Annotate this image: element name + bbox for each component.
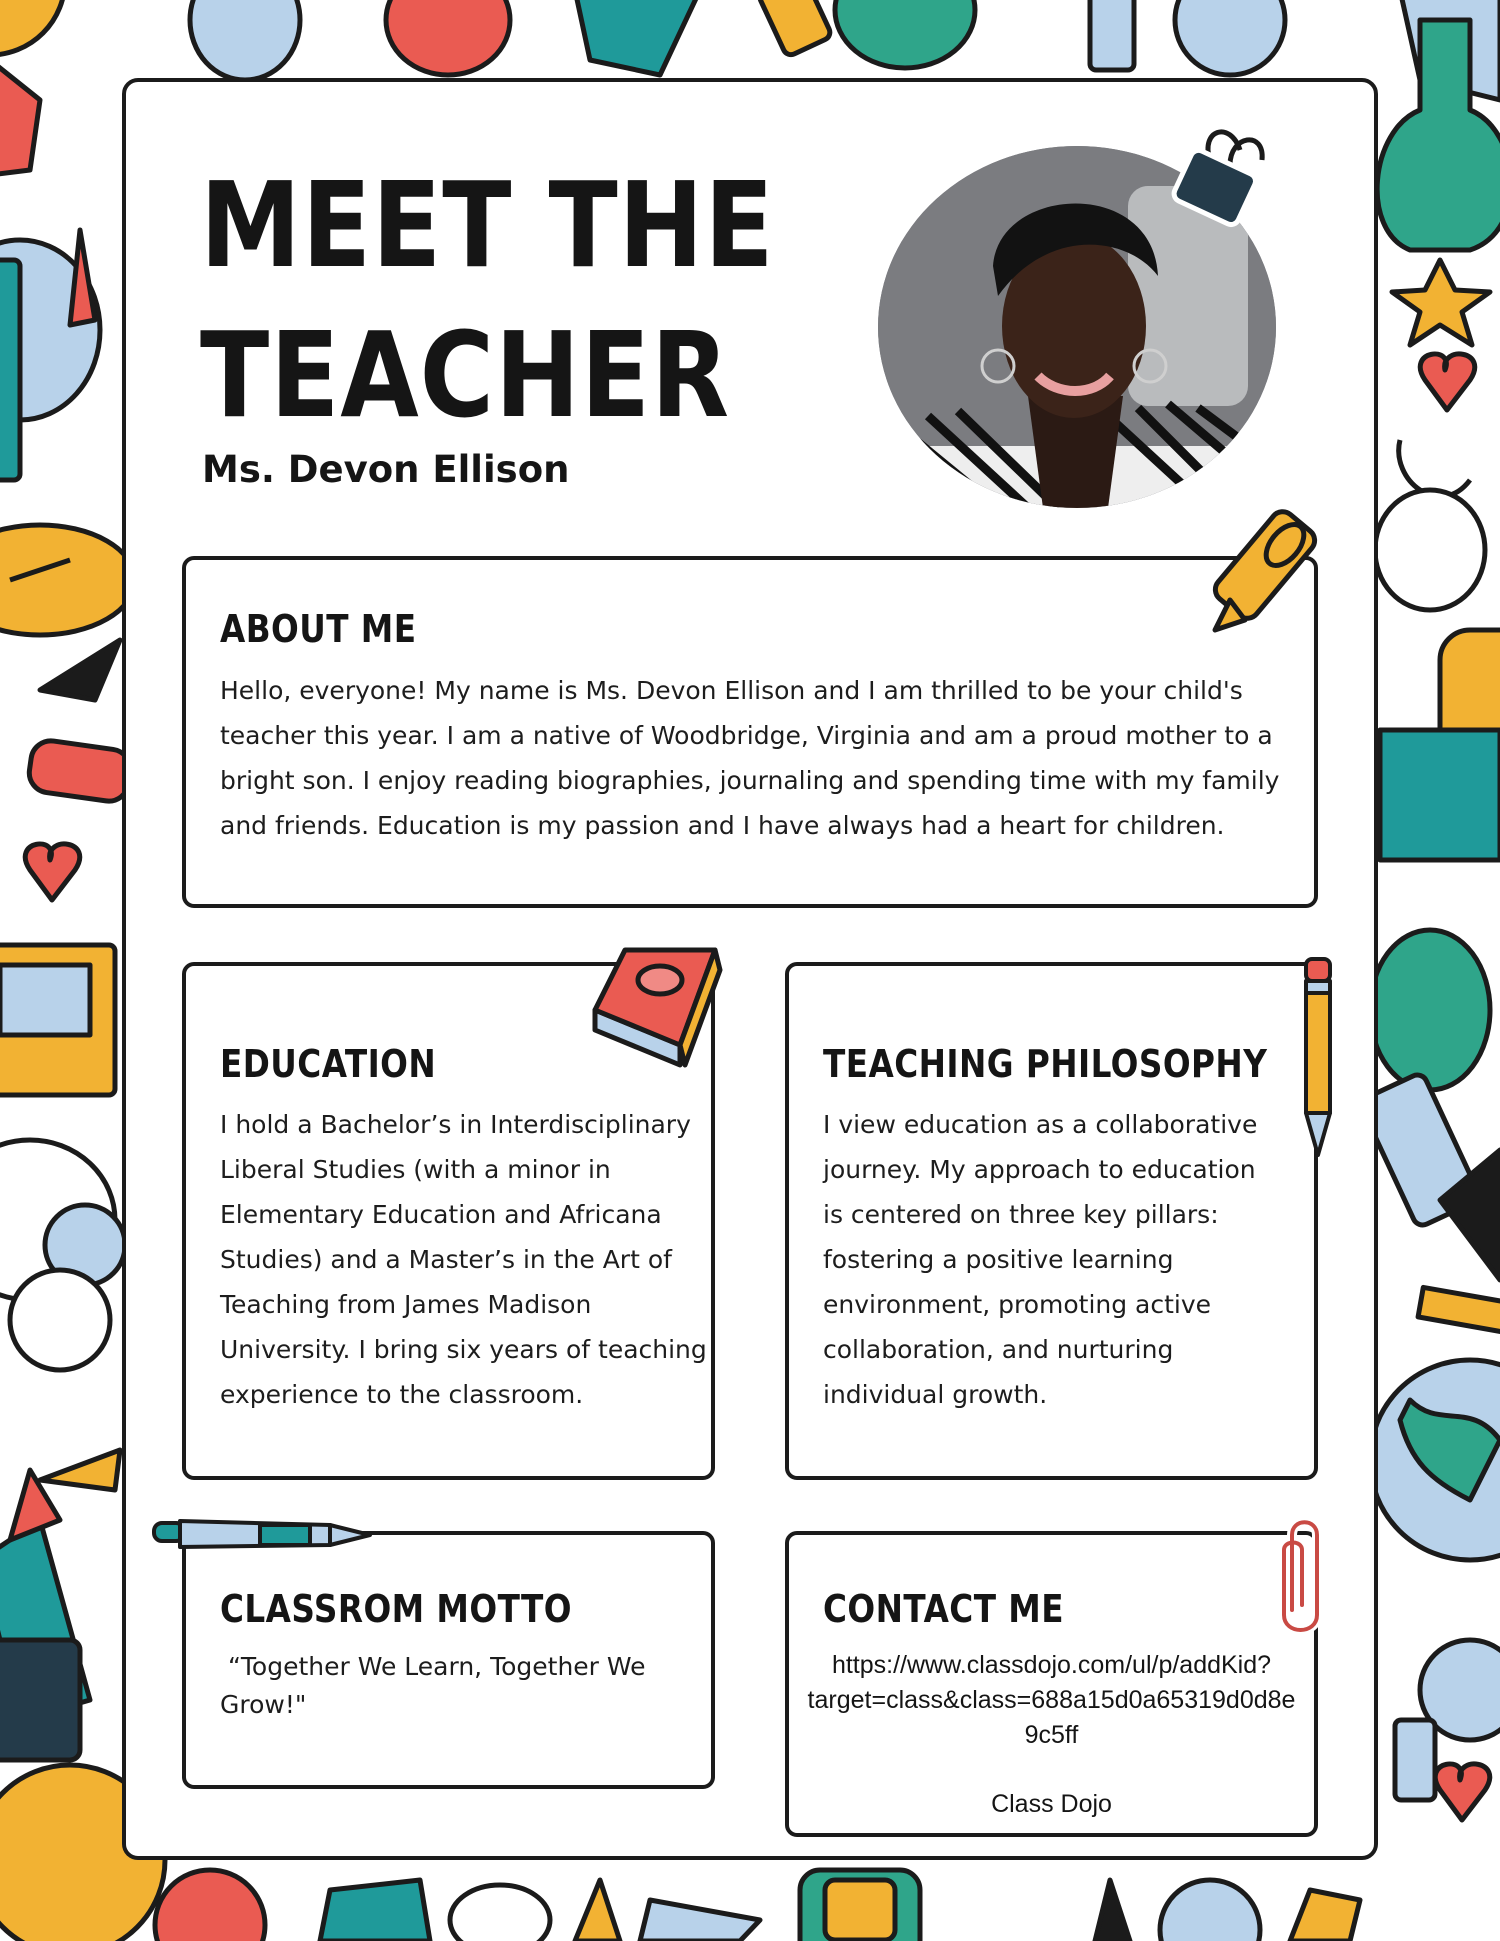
teaching-philosophy-text (823, 1102, 1313, 1417)
about-me-card (182, 556, 1318, 908)
philosophy-line: I view education as a collaborative (823, 1110, 1258, 1139)
about-me-heading: ABOUT ME (220, 607, 417, 651)
education-line: Elementary Education and Africana (220, 1200, 662, 1229)
contact-heading: CONTACT ME (823, 1587, 1064, 1631)
paper-clip-icon (1272, 1510, 1332, 1640)
pen-icon (150, 1513, 375, 1558)
education-line: I hold a Bachelor’s in Interdisciplinary (220, 1110, 691, 1139)
contact-url-line[interactable]: target=class&class=688a15d0a65319d0d8e (807, 1686, 1296, 1714)
teacher-name: Ms. Devon Ellison (202, 448, 570, 491)
philosophy-line: individual growth. (823, 1380, 1048, 1409)
teaching-philosophy-card (785, 962, 1318, 1480)
pencil-icon (1298, 955, 1338, 1165)
education-text (220, 1102, 720, 1417)
about-line: teacher this year. I am a native of Woodbridge, Virginia and am a proud mother to a (220, 721, 1273, 750)
about-me-text (220, 668, 1300, 848)
motto-line: Grow!" (220, 1690, 307, 1719)
about-line: and friends. Education is my passion and I have always had a heart for children. (220, 811, 1225, 840)
contact-url-line[interactable]: 9c5ff (1024, 1721, 1079, 1749)
classroom-motto-text (220, 1648, 700, 1724)
philosophy-line: fostering a positive learning (823, 1245, 1174, 1274)
contact-url-line[interactable]: https://www.classdojo.com/ul/p/addKid? (831, 1651, 1272, 1679)
highlighter-icon (1200, 480, 1370, 650)
contact-url[interactable] (789, 1648, 1314, 1753)
education-heading: EDUCATION (220, 1042, 437, 1086)
classroom-motto-card (182, 1531, 715, 1789)
education-line: University. I bring six years of teaching (220, 1335, 707, 1364)
motto-line: “Together We Learn, Together We (220, 1652, 646, 1681)
binder-clip-icon (1170, 120, 1280, 240)
philosophy-line: environment, promoting active (823, 1290, 1212, 1319)
education-line: Studies) and a Master’s in the Art of (220, 1245, 672, 1274)
education-line: experience to the classroom. (220, 1380, 584, 1409)
philosophy-line: is centered on three key pillars: (823, 1200, 1219, 1229)
philosophy-line: collaboration, and nurturing (823, 1335, 1174, 1364)
page-title (200, 150, 775, 450)
teaching-philosophy-heading: TEACHING PHILOSOPHY (823, 1042, 1268, 1086)
education-line: Liberal Studies (with a minor in (220, 1155, 611, 1184)
education-line: Teaching from James Madison (220, 1290, 592, 1319)
classroom-motto-heading: CLASSROM MOTTO (220, 1587, 572, 1631)
about-line: Hello, everyone! My name is Ms. Devon Ellison and I am thrilled to be your child's (220, 676, 1243, 705)
philosophy-line: journey. My approach to education (823, 1155, 1256, 1184)
title-line-2: TEACHER (200, 306, 730, 444)
about-line: bright son. I enjoy reading biographies, journaling and spending time with my family (220, 766, 1280, 795)
contact-card (785, 1531, 1318, 1837)
book-icon (585, 940, 735, 1070)
contact-label: Class Dojo (991, 1790, 1112, 1818)
title-line-1: MEET THE (200, 156, 775, 294)
